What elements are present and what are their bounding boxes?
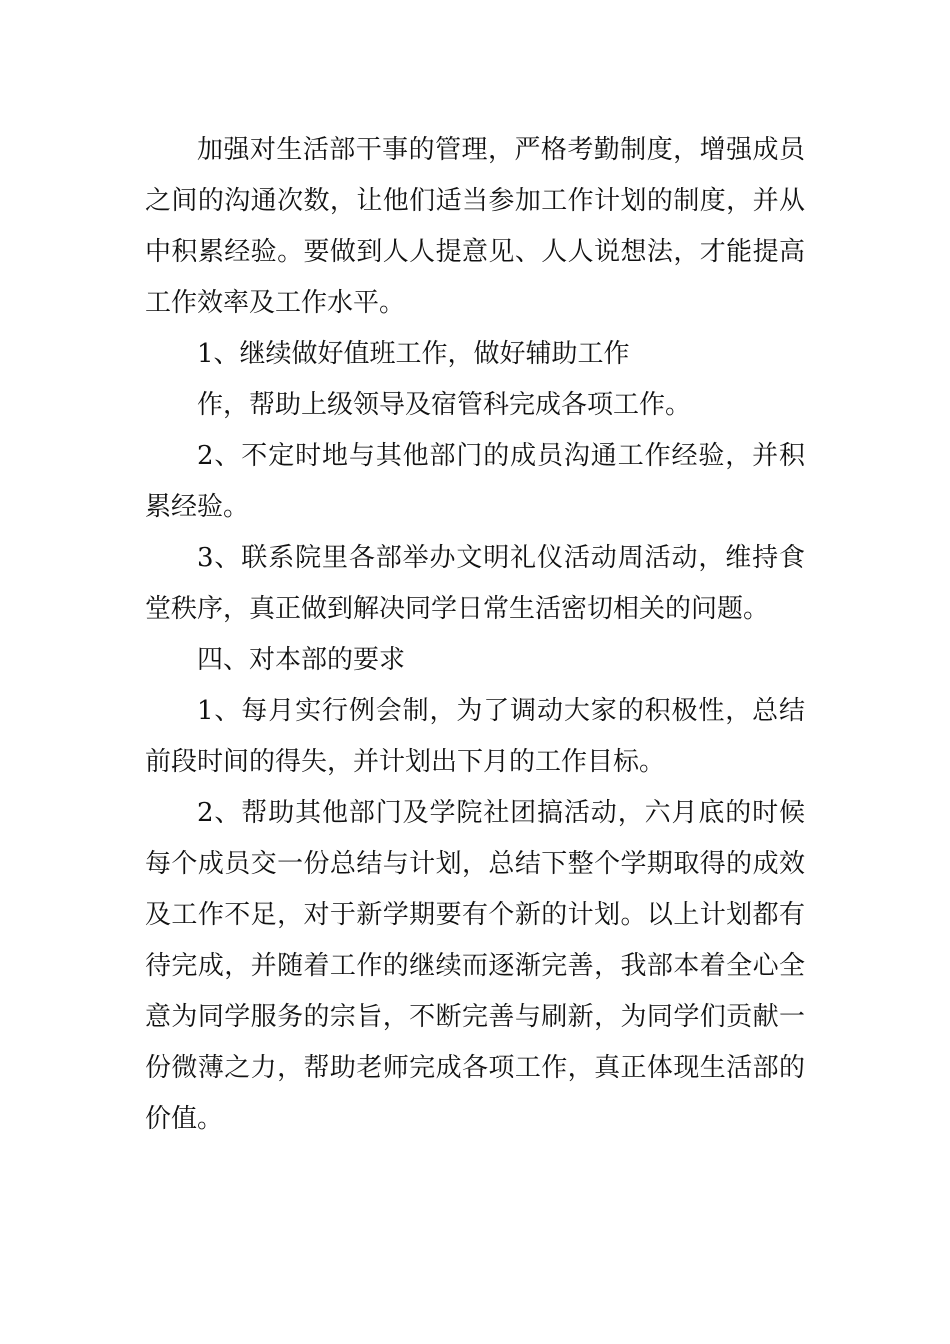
paragraph-item-2-communication: 2、不定时地与其他部门的成员沟通工作经验，并积累经验。 [145, 441, 805, 522]
paragraph-item-3-etiquette: 3、联系院里各部举办文明礼仪活动周活动，维持食堂秩序，真正做到解决同学日常生活密切相关的问题。 [145, 543, 805, 624]
paragraph-item-1-duty: 1、继续做好值班工作，做好辅助工作 [197, 339, 630, 369]
paragraph-item-1-continued: 作，帮助上级领导及宿管科完成各项工作。 [197, 390, 692, 420]
document-body [145, 125, 805, 1145]
paragraph-requirement-2-activities: 2、帮助其他部门及学院社团搞活动，六月底的时候每个成员交一份总结与计划，总结下整个学期取得的成效及工作不足，对于新学期要有个新的计划。以上计划都有待完成，并随着工作的继续而逐渐完善，我部本着全心全意为同学服务的宗旨，不断完善与刷新，为同学们贡献一份微薄之力，帮助老师完成各项工作，真正体现生活部的价值。 [145, 798, 805, 1134]
paragraph-management: 加强对生活部干事的管理，严格考勤制度，增强成员之间的沟通次数，让他们适当参加工作计划的制度，并从中积累经验。要做到人人提意见、人人说想法，才能提高工作效率及工作水平。 [145, 135, 805, 318]
section-heading-requirements: 四、对本部的要求 [197, 645, 406, 675]
paragraph-requirement-1-meetings: 1、每月实行例会制，为了调动大家的积极性，总结前段时间的得失，并计划出下月的工作目标。 [145, 696, 805, 777]
